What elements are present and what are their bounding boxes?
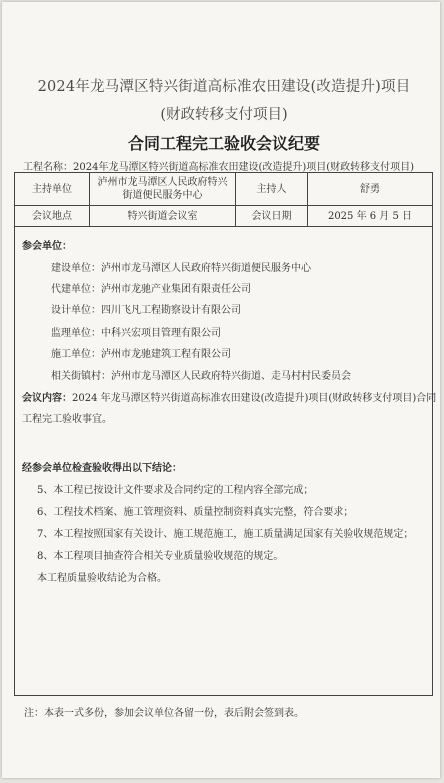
location-label: 会议地点 <box>15 206 90 226</box>
participant-label: 相关街镇村： <box>51 371 111 382</box>
participant-label: 设计单位： <box>51 305 101 316</box>
table-row-location <box>15 206 432 227</box>
host-person-label: 主持人 <box>236 173 308 205</box>
participant-label: 施工单位： <box>51 349 101 360</box>
conclusion-item: 7、本工程按照国家有关设计、施工规范施工，施工质量满足国家有关验收规范规定； <box>37 529 414 540</box>
participant-value: 四川飞凡工程勘察设计有限公司 <box>101 305 241 316</box>
document-title-line1: 2024年龙马潭区特兴街道高标准农田建设(改造提升)项目 <box>37 79 411 95</box>
project-name-label: 工程名称： <box>23 162 73 173</box>
participant-construction <box>51 259 311 274</box>
meeting-content-line1 <box>22 389 436 404</box>
location-value: 特兴街道会议室 <box>90 206 236 226</box>
date-label: 会议日期 <box>236 206 308 226</box>
participant-label: 建设单位： <box>51 263 101 274</box>
document-page <box>2 2 440 778</box>
participant-value: 泸州市龙驰建筑工程有限公司 <box>101 349 231 360</box>
meeting-content-label: 会议内容： <box>22 393 72 404</box>
participant-value: 泸州市龙马潭区人民政府特兴街道便民服务中心 <box>101 263 311 274</box>
project-name-line <box>23 158 443 173</box>
meeting-content-line2: 工程完工验收事宜。 <box>22 414 112 425</box>
project-name-value: 2024年龙马潭区特兴街道高标准农田建设(改造提升)项目(财政转移支付项目) <box>73 162 415 173</box>
document-title-line2: (财政转移支付项目) <box>160 107 288 123</box>
footnote: 注：本表一式多份，参加会议单位各留一份，表后附会签到表。 <box>24 708 304 719</box>
participant-supervision <box>51 324 221 339</box>
participant-town-village <box>51 367 351 382</box>
host-person-value: 舒勇 <box>360 183 380 195</box>
conclusions-heading: 经参会单位检查验收得出以下结论： <box>22 463 182 474</box>
conclusion-item: 6、工程技术档案、施工管理资料、质量控制资料真实完整，符合要求； <box>37 507 354 518</box>
conclusion-item: 8、本工程项目抽查符合相关专业质量验收规范的规定。 <box>37 551 284 562</box>
minutes-table <box>14 172 437 696</box>
date-value: 2025 年 6 月 5 日 <box>327 210 413 222</box>
meeting-content-text: 2024 年龙马潭区特兴街道高标准农田建设(改造提升)项目(财政转移支付项目)合同 <box>72 393 437 404</box>
participant-agent <box>51 280 251 295</box>
host-unit-value: 泸州市龙马潭区人民政府特兴街道便民服务中心 <box>90 173 236 205</box>
conclusion-item: 5、本工程已按设计文件要求及合同约定的工程内容全部完成； <box>37 485 314 496</box>
participant-label: 代建单位： <box>51 284 101 295</box>
document-main-title: 合同工程完工验收会议纪要 <box>127 134 320 153</box>
participant-value: 泸州市龙马潭区人民政府特兴街道、走马村村民委员会 <box>111 371 351 382</box>
participant-design <box>51 301 241 316</box>
conclusion-final: 本工程质量验收结论为合格。 <box>37 573 167 584</box>
participants-heading: 参会单位： <box>22 241 72 252</box>
participant-value: 泸州市龙驰产业集团有限责任公司 <box>101 284 251 295</box>
host-unit-label: 主持单位 <box>15 173 90 205</box>
participant-contractor <box>51 345 231 360</box>
table-row-host <box>15 173 432 206</box>
participant-label: 监理单位： <box>51 328 101 339</box>
participant-value: 中科兴宏项目管理有限公司 <box>101 328 221 339</box>
